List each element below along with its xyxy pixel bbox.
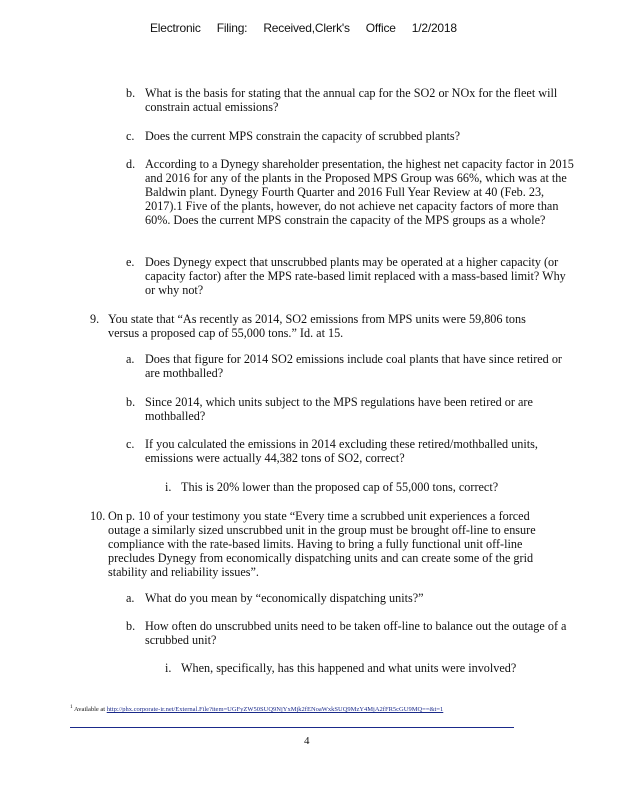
footnote-underline: [70, 727, 514, 728]
question-label: 9.: [90, 312, 100, 326]
question-label: e.: [126, 255, 135, 269]
question-text: On p. 10 of your testimony you state “Every time a scrubbed unit experiences a forced outage a similarly sized unscrubbed unit in the group must be brought off-line to ensure compliance with the rate-based limits. Having to bring a fully functional unit off-line precludes Dynegy from economically dispatching units and can create some of the grid stability and reliability issues”.: [108, 509, 536, 579]
header-office: Office: [365, 21, 396, 35]
question-label: a.: [126, 352, 135, 366]
header-filing: Filing:: [216, 21, 248, 35]
page-number: 4: [304, 735, 310, 747]
question-label: d.: [126, 157, 136, 171]
question-label: b.: [126, 86, 136, 100]
footnote-link[interactable]: http://phx.corporate-ir.net/External.File?item=UGFyZW50SUQ9NjYxMjk2fENoaWxkSUQ9MzY4MjA2fFR5cGU9MQ==&t=1: [106, 706, 444, 714]
question-text: Since 2014, which units subject to the MPS regulations have been retired or are mothballed?: [145, 395, 533, 423]
question-label: i.: [165, 661, 172, 675]
question-label: b.: [126, 395, 136, 409]
question-text: According to a Dynegy shareholder presentation, the highest net capacity factor in 2015 and 2016 for any of the plants in the Proposed MPS Group was 66%, which was at the Baldwin plant. Dynegy Fourth Quarter and 2016 Full Year Review at 40 (Feb. 23, 2017).1 Five of the plants, however, do not achieve net capacity factors of more than 60%. Does the current MPS constrain the capacity of the MPS groups as a whole?: [145, 157, 574, 227]
question-label: a.: [126, 591, 135, 605]
footnote-marker: 1: [70, 704, 73, 710]
question-label: c.: [126, 437, 135, 451]
question-text: Does that figure for 2014 SO2 emissions include coal plants that have since retired or are mothballed?: [145, 352, 562, 380]
question-text: This is 20% lower than the proposed cap of 55,000 tons, correct?: [181, 480, 499, 494]
filing-header: [150, 21, 473, 35]
question-text: You state that “As recently as 2014, SO2 emissions from MPS units were 59,806 tons versus a proposed cap of 55,000 tons.” Id. at 15.: [108, 312, 526, 340]
question-text: What is the basis for stating that the annual cap for the SO2 or NOx for the fleet will constrain actual emissions?: [145, 86, 558, 114]
question-label: b.: [126, 619, 136, 633]
question-label: c.: [126, 129, 135, 143]
question-label: 10.: [90, 509, 106, 523]
question-text: How often do unscrubbed units need to be taken off-line to balance out the outage of a scrubbed unit?: [145, 619, 567, 647]
footnote-prefix: Available at: [73, 706, 106, 714]
header-electronic: Electronic: [150, 21, 201, 35]
question-text: When, specifically, has this happened and what units were involved?: [181, 661, 517, 675]
question-label: i.: [165, 480, 172, 494]
footnote: [70, 703, 520, 714]
header-date: 1/2/2018: [411, 21, 457, 35]
question-text: What do you mean by “economically dispatching units?”: [145, 591, 424, 605]
question-text: Does Dynegy expect that unscrubbed plants may be operated at a higher capacity (or capacity factor) after the MPS rate-based limit replaced with a mass-based limit? Why or why not?: [145, 255, 566, 297]
question-text: If you calculated the emissions in 2014 excluding these retired/mothballed units, emissions were actually 44,382 tons of SO2, correct?: [145, 437, 538, 465]
header-received-clerks: Received,Clerk's: [263, 21, 350, 35]
question-text: Does the current MPS constrain the capacity of scrubbed plants?: [145, 129, 461, 143]
